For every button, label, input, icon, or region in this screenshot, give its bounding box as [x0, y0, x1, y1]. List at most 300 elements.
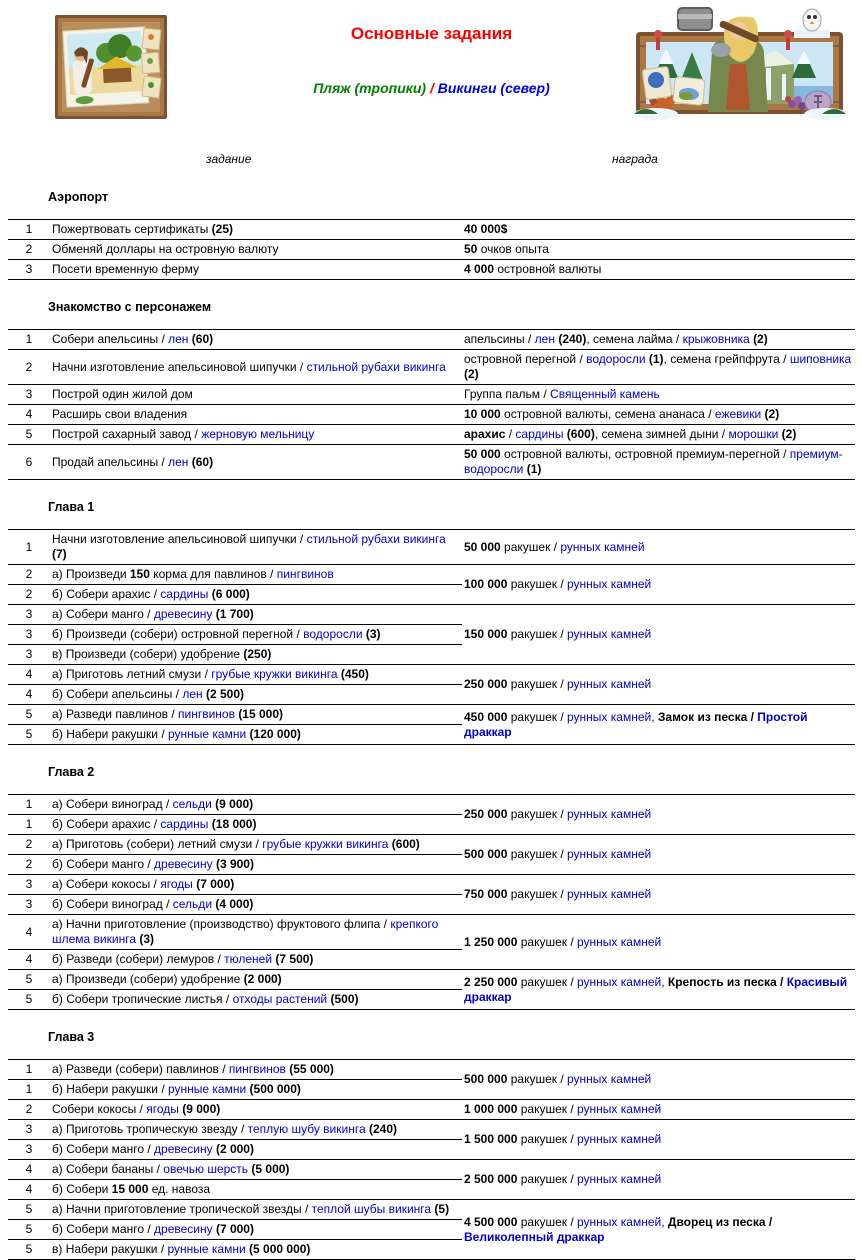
text-segment: ракушек / — [507, 677, 568, 691]
text-segment: древесину — [154, 857, 213, 871]
text-segment: Собери апельсины / — [52, 332, 169, 346]
text-segment: (5 000) — [251, 1162, 290, 1176]
task-cell — [50, 1160, 462, 1180]
text-segment: ракушек / — [517, 1172, 578, 1186]
row-number: 5 — [8, 990, 50, 1010]
tasks-sections — [0, 190, 863, 1260]
text-segment: а) Начни приготовление (производство) фруктового флипа / — [52, 917, 391, 931]
table-row — [8, 1200, 855, 1220]
vikings-banner-image — [626, 2, 857, 130]
text-segment: грубые кружки викинга — [262, 837, 389, 851]
text-segment: Построй сахарный завод / — [52, 427, 202, 441]
tasks-table — [8, 529, 855, 745]
table-row — [8, 1100, 855, 1120]
text-segment: (1) — [526, 462, 542, 476]
task-cell — [50, 385, 462, 405]
row-number: 5 — [8, 425, 50, 445]
row-number: 4 — [8, 1180, 50, 1200]
subtitle-vikings-north: Викинги (север) — [437, 80, 550, 96]
text-segment: Красивый драккар — [464, 974, 848, 1004]
task-cell — [50, 1120, 462, 1140]
row-number: 3 — [8, 625, 50, 645]
text-segment: , — [651, 709, 658, 724]
task-cell — [50, 970, 462, 990]
text-segment: отходы растений — [232, 992, 328, 1006]
text-segment: ракушек / — [507, 807, 568, 821]
text-segment: Великолепный драккар — [464, 1229, 605, 1244]
text-segment: лен — [168, 332, 189, 346]
reward-cell — [462, 970, 855, 1010]
row-number: 2 — [8, 565, 50, 585]
text-segment: ракушек / — [507, 709, 568, 724]
text-segment: Священный камень — [550, 387, 660, 401]
text-segment: сельди — [172, 897, 213, 911]
column-label-reward: награда — [612, 152, 658, 166]
text-segment: водоросли — [586, 352, 646, 366]
text-segment: а) Произведи — [52, 567, 130, 581]
text-segment: 4 500 000 — [464, 1214, 518, 1229]
table-row — [8, 1120, 855, 1140]
text-segment: а) Собери виноград / — [52, 797, 173, 811]
reward-cell — [462, 445, 855, 480]
text-segment: ракушек / — [500, 539, 561, 554]
text-segment: 50 000 — [464, 447, 501, 461]
reward-cell — [462, 665, 855, 705]
text-segment: в) Набери ракушки / — [52, 1242, 168, 1256]
table-row — [8, 350, 855, 385]
text-segment: островной валюты — [494, 262, 602, 276]
task-cell — [50, 565, 462, 585]
text-segment: 1 500 000 — [464, 1132, 518, 1146]
text-segment: стильной рубахи викинга — [306, 532, 446, 546]
task-cell — [50, 220, 462, 240]
row-number: 3 — [8, 895, 50, 915]
text-segment: Группа пальм / — [464, 387, 551, 401]
row-number: 2 — [8, 855, 50, 875]
row-number: 2 — [8, 240, 50, 260]
tropics-photo-image — [55, 15, 167, 119]
text-segment: крепкого шлема викинга — [52, 917, 439, 946]
text-segment: 10 000 — [464, 407, 501, 421]
text-segment: морошки — [728, 427, 779, 441]
reward-cell — [462, 350, 855, 385]
table-row — [8, 405, 855, 425]
text-segment: ракушек / — [507, 1072, 568, 1086]
text-segment: б) Собери манго / — [52, 857, 155, 871]
reward-cell — [462, 260, 855, 280]
task-cell — [50, 350, 462, 385]
text-segment: Замок из песка / — [657, 709, 758, 724]
text-segment: (250) — [243, 647, 272, 661]
row-number: 3 — [8, 645, 50, 665]
text-segment: , семена зимней дыни / — [594, 427, 729, 441]
text-segment: 450 000 — [464, 709, 508, 724]
text-segment: (5) — [434, 1202, 450, 1216]
text-segment: (9 000) — [215, 797, 254, 811]
page-title: Основные задания — [350, 24, 513, 43]
table-row — [8, 1160, 855, 1180]
text-segment: б) Произведи (собери) островной перегной / — [52, 627, 304, 641]
task-cell — [50, 815, 462, 835]
text-segment: древесину — [153, 607, 213, 621]
text-segment: , — [661, 974, 668, 989]
section-title: Глава 2 — [48, 765, 95, 779]
text-segment: древесину — [154, 1222, 213, 1236]
text-segment: грубые кружки викинга — [211, 667, 338, 681]
text-segment: 4 000 — [464, 262, 495, 276]
task-cell — [50, 895, 462, 915]
row-number: 4 — [8, 685, 50, 705]
text-segment: 500 000 — [464, 1072, 508, 1086]
text-segment: (500) — [330, 992, 359, 1006]
task-cell — [50, 405, 462, 425]
subtitle-separator: / — [426, 80, 438, 96]
text-segment: шиповника — [789, 352, 852, 366]
text-segment: Крепость из песка / — [667, 974, 787, 989]
text-segment: рунных камней — [577, 1102, 662, 1116]
text-segment: Дворец из песка / — [667, 1214, 773, 1229]
column-labels — [0, 152, 863, 170]
text-segment: (2) — [753, 332, 768, 346]
reward-cell — [462, 915, 855, 970]
text-segment: (6 000) — [211, 587, 250, 601]
text-segment: (7) — [52, 547, 67, 561]
text-segment: рунные камни — [167, 1082, 247, 1096]
section-title: Аэропорт — [48, 190, 109, 204]
row-number: 3 — [8, 875, 50, 895]
task-cell — [50, 685, 462, 705]
table-row — [8, 705, 855, 725]
row-number: 5 — [8, 1200, 50, 1220]
table-row — [8, 915, 855, 950]
text-segment: (450) — [340, 667, 369, 681]
text-segment: лен — [534, 332, 555, 346]
tasks-table — [8, 794, 855, 1010]
text-segment: очков опыта — [477, 242, 549, 256]
text-segment: (2) — [464, 367, 479, 381]
task-cell — [50, 855, 462, 875]
task-cell — [50, 425, 462, 445]
text-segment: а) Приготовь летний смузи / — [52, 667, 212, 681]
reward-cell — [462, 330, 855, 350]
row-number: 5 — [8, 1220, 50, 1240]
row-number: 4 — [8, 950, 50, 970]
section-title: Глава 1 — [48, 500, 95, 514]
text-segment: 100 000 — [464, 577, 508, 591]
text-segment: б) Собери арахис / — [52, 587, 161, 601]
text-segment: а) Собери бананы / — [52, 1162, 164, 1176]
row-number: 1 — [8, 815, 50, 835]
text-segment: ракушек / — [517, 1214, 578, 1229]
text-segment: б) Собери апельсины / — [52, 687, 183, 701]
text-segment: ракушек / — [507, 887, 568, 901]
reward-cell — [462, 1160, 855, 1200]
text-segment: ед. навоза — [148, 1182, 211, 1196]
text-segment: островной перегной / — [464, 352, 587, 366]
text-segment: (120 000) — [249, 727, 301, 741]
text-segment: крыжовника — [682, 332, 750, 346]
table-row — [8, 220, 855, 240]
text-segment: островной валюты, островной премиум-перегной / — [500, 447, 790, 461]
table-row — [8, 445, 855, 480]
text-segment: б) Собери виноград / — [52, 897, 173, 911]
reward-cell — [462, 705, 855, 745]
task-cell — [50, 1140, 462, 1160]
row-number: 3 — [8, 605, 50, 625]
text-segment: (3 900) — [215, 857, 254, 871]
text-segment: Простой драккар — [464, 709, 808, 739]
text-segment: б) Собери манго / — [52, 1142, 155, 1156]
text-segment: 150 000 — [464, 627, 508, 641]
text-segment: (2 000) — [215, 1142, 254, 1156]
text-segment: (2) — [781, 427, 797, 441]
text-segment: ягоды — [160, 877, 193, 891]
row-number: 3 — [8, 1120, 50, 1140]
text-segment: рунных камней — [567, 1072, 652, 1086]
row-number: 5 — [8, 1240, 50, 1260]
row-number: 2 — [8, 1100, 50, 1120]
text-segment: 50 000 — [464, 539, 501, 554]
row-number: 1 — [8, 1060, 50, 1080]
text-segment: (7 000) — [196, 877, 235, 891]
table-row — [8, 330, 855, 350]
text-segment: (2) — [764, 407, 780, 421]
text-segment: 2 250 000 — [464, 974, 518, 989]
task-cell — [50, 950, 462, 970]
reward-cell — [462, 565, 855, 605]
text-segment: рунных камней — [567, 887, 652, 901]
reward-cell — [462, 875, 855, 915]
row-number: 1 — [8, 330, 50, 350]
text-segment: корма для павлинов / — [149, 567, 277, 581]
row-number: 2 — [8, 835, 50, 855]
text-segment: (7 500) — [275, 952, 314, 966]
text-segment: водоросли — [303, 627, 363, 641]
table-row — [8, 565, 855, 585]
row-number: 1 — [8, 530, 50, 565]
task-cell — [50, 585, 462, 605]
text-segment: а) Произведи (собери) удобрение — [52, 972, 244, 986]
text-segment: ежевики — [714, 407, 762, 421]
task-cell — [50, 625, 462, 645]
table-row — [8, 970, 855, 990]
reward-cell — [462, 1060, 855, 1100]
task-cell — [50, 1200, 462, 1220]
text-segment: (600) — [566, 427, 595, 441]
text-segment: пингвинов — [228, 1062, 286, 1076]
row-number: 1 — [8, 220, 50, 240]
task-cell — [50, 445, 462, 480]
table-row — [8, 665, 855, 685]
text-segment: сардины — [160, 817, 209, 831]
text-segment: 2 500 000 — [464, 1172, 518, 1186]
task-cell — [50, 915, 462, 950]
text-segment: (4 000) — [215, 897, 254, 911]
reward-cell — [462, 425, 855, 445]
text-segment: (240) — [558, 332, 587, 346]
text-segment: , семена лайма / — [586, 332, 683, 346]
owl — [794, 9, 830, 38]
text-segment: ракушек / — [507, 627, 568, 641]
text-segment: Расширь свои владения — [52, 407, 188, 421]
text-segment: а) Начни приготовление тропической звезды / — [52, 1202, 312, 1216]
task-cell — [50, 260, 462, 280]
text-segment: (240) — [368, 1122, 397, 1136]
row-number: 2 — [8, 585, 50, 605]
text-segment: ракушек / — [517, 974, 578, 989]
text-segment: ракушек / — [517, 1132, 578, 1146]
reward-cell — [462, 405, 855, 425]
text-segment: б) Набери ракушки / — [52, 1082, 168, 1096]
text-segment: (9 000) — [182, 1102, 221, 1116]
text-segment: а) Разведи (собери) павлинов / — [52, 1062, 229, 1076]
task-cell — [50, 1180, 462, 1200]
text-segment: б) Разведи (собери) лемуров / — [52, 952, 225, 966]
text-segment: рунных камней — [577, 1172, 662, 1186]
reward-cell — [462, 1120, 855, 1160]
row-number: 6 — [8, 445, 50, 480]
text-segment: пингвинов — [276, 567, 334, 581]
row-number: 5 — [8, 970, 50, 990]
text-segment: 1 250 000 — [464, 934, 518, 949]
row-number: 4 — [8, 1160, 50, 1180]
text-segment: рунные камни — [167, 1242, 246, 1256]
text-segment: Построй один жилой дом — [52, 387, 193, 401]
task-cell — [50, 1100, 462, 1120]
text-segment: Продай апельсины / — [52, 454, 169, 469]
text-segment: островной валюты, семена ананаса / — [500, 407, 715, 421]
table-row — [8, 875, 855, 895]
text-segment: теплую шубу викинга — [247, 1122, 366, 1136]
task-cell — [50, 835, 462, 855]
text-segment: рунных камней — [560, 539, 645, 554]
reward-cell — [462, 240, 855, 260]
reward-cell — [462, 795, 855, 835]
reward-cell — [462, 835, 855, 875]
text-segment: в) Произведи (собери) удобрение — [52, 647, 244, 661]
text-segment: 40 000$ — [464, 222, 508, 236]
task-cell — [50, 1060, 462, 1080]
text-segment: (2 500) — [205, 687, 245, 701]
task-cell — [50, 795, 462, 815]
text-segment: рунных камней — [577, 1132, 662, 1146]
reward-cell — [462, 220, 855, 240]
text-segment: 250 000 — [464, 677, 508, 691]
row-number: 4 — [8, 915, 50, 950]
table-row — [8, 835, 855, 855]
text-segment: Собери кокосы / — [52, 1102, 147, 1116]
text-segment: (25) — [211, 222, 233, 236]
text-segment: 50 — [464, 242, 478, 256]
task-cell — [50, 990, 462, 1010]
text-segment: 750 000 — [464, 887, 508, 901]
text-segment: / — [505, 427, 516, 441]
text-segment: рунных камней — [567, 677, 652, 691]
text-segment: 15 000 — [111, 1182, 149, 1196]
section-title: Знакомство с персонажем — [48, 300, 212, 314]
row-number: 1 — [8, 1080, 50, 1100]
text-segment: стильной рубахи викинга — [306, 359, 446, 374]
text-segment: Начни изготовление апельсиновой шипучки / — [52, 532, 307, 546]
text-segment: ягоды — [146, 1102, 179, 1116]
task-cell — [50, 665, 462, 685]
task-cell — [50, 1240, 462, 1260]
task-cell — [50, 705, 462, 725]
row-number: 2 — [8, 350, 50, 385]
text-segment: (15 000) — [238, 707, 284, 721]
text-segment: Пожертвовать сертификаты — [52, 222, 212, 236]
text-segment: апельсины / — [464, 332, 535, 346]
text-segment: древесину — [154, 1142, 213, 1156]
text-segment: (55 000) — [289, 1062, 334, 1076]
row-number: 3 — [8, 1140, 50, 1160]
table-row — [8, 385, 855, 405]
text-segment: (3) — [365, 627, 381, 641]
text-segment: рунных камней — [577, 934, 662, 949]
text-segment: а) Приготовь (собери) летний смузи / — [52, 837, 263, 851]
text-segment: рунных камней — [577, 974, 662, 989]
table-row — [8, 240, 855, 260]
text-segment: рунных камней — [577, 1214, 662, 1229]
subtitle-beach-tropics: Пляж (тропики) — [313, 80, 427, 96]
task-cell — [50, 645, 462, 665]
text-segment: ракушек / — [507, 577, 568, 591]
task-cell — [50, 330, 462, 350]
text-segment: а) Разведи павлинов / — [52, 707, 178, 721]
task-cell — [50, 530, 462, 565]
text-segment: овечью шерсть — [163, 1162, 249, 1176]
text-segment: , семена грейпфрута / — [663, 352, 790, 366]
task-cell — [50, 605, 462, 625]
row-number: 3 — [8, 385, 50, 405]
row-number: 5 — [8, 705, 50, 725]
table-row — [8, 1060, 855, 1080]
text-segment: (2 000) — [243, 972, 282, 986]
table-row — [8, 605, 855, 625]
text-segment: (1) — [648, 352, 664, 366]
task-cell — [50, 240, 462, 260]
tasks-table — [8, 219, 855, 280]
text-segment: тюленей — [224, 952, 273, 966]
text-segment: лен — [168, 454, 189, 469]
text-segment: (500 000) — [249, 1082, 301, 1096]
section-title: Глава 3 — [48, 1030, 95, 1044]
text-segment: б) Собери манго / — [52, 1222, 155, 1236]
task-cell — [50, 725, 462, 745]
text-segment: а) Собери манго / — [52, 607, 154, 621]
text-segment: рунных камней — [567, 709, 652, 724]
text-segment: сардины — [515, 427, 564, 441]
text-segment: пингвинов — [178, 707, 235, 721]
reward-cell — [462, 530, 855, 565]
row-number: 4 — [8, 405, 50, 425]
text-segment: а) Собери кокосы / — [52, 877, 161, 891]
text-segment: (18 000) — [211, 817, 257, 831]
reward-cell — [462, 605, 855, 665]
task-cell — [50, 1080, 462, 1100]
column-label-task: задание — [206, 152, 252, 166]
reward-cell — [462, 1100, 855, 1120]
text-segment: б) Собери тропические листья / — [52, 992, 233, 1006]
row-number: 5 — [8, 725, 50, 745]
row-number: 4 — [8, 665, 50, 685]
text-segment: (1 700) — [215, 607, 254, 621]
text-segment: б) Набери ракушки / — [52, 727, 168, 741]
table-row — [8, 425, 855, 445]
reward-cell — [462, 1200, 855, 1260]
text-segment: 250 000 — [464, 807, 508, 821]
text-segment: сельди — [172, 797, 212, 811]
